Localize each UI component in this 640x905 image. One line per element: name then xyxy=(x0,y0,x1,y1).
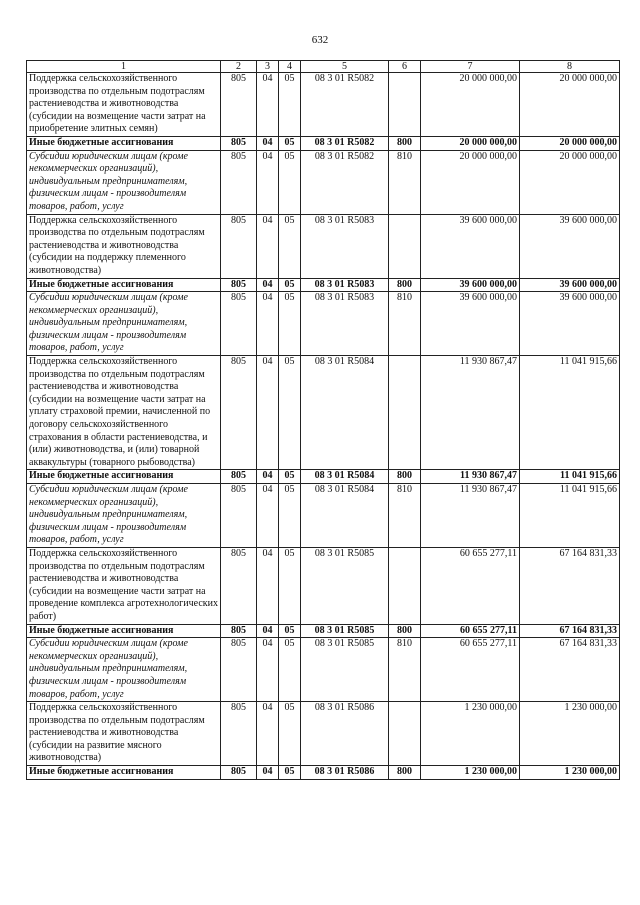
row-description: Поддержка сельскохозяйственного производства по отдельным подотраслям растениеводства и животноводства (субсидии на возмещение части затрат на уплату страховой премии, начисленной по договору сельскохозяйственного страхования в области растениеводства, и (или) животноводства, и (или) товарной аквакультуры (товарного рыбоводства) xyxy=(27,356,221,470)
cell-amount-year-1: 11 930 867,47 xyxy=(421,470,520,484)
cell-target-article: 08 3 01 R5084 xyxy=(301,356,389,470)
cell-subsection: 05 xyxy=(279,278,301,292)
column-header: 4 xyxy=(279,61,301,73)
table-row xyxy=(27,638,620,702)
cell-amount-year-2: 67 164 831,33 xyxy=(520,638,620,702)
cell-expense-type: 810 xyxy=(389,638,421,702)
cell-expense-type xyxy=(389,547,421,624)
cell-section: 04 xyxy=(257,214,279,278)
table-row xyxy=(27,766,620,780)
cell-target-article: 08 3 01 R5084 xyxy=(301,470,389,484)
row-description: Иные бюджетные ассигнования xyxy=(27,278,221,292)
cell-ministry-code: 805 xyxy=(221,624,257,638)
budget-table xyxy=(26,60,620,780)
cell-expense-type: 800 xyxy=(389,136,421,150)
row-description: Субсидии юридическим лицам (кроме некоммерческих организаций), индивидуальным предпринимателям, физическим лицам - производителям товаров, работ, услуг xyxy=(27,292,221,356)
cell-subsection: 05 xyxy=(279,638,301,702)
table-row xyxy=(27,73,620,137)
table-header-row xyxy=(27,61,620,73)
cell-amount-year-2: 39 600 000,00 xyxy=(520,278,620,292)
row-description: Иные бюджетные ассигнования xyxy=(27,766,221,780)
cell-ministry-code: 805 xyxy=(221,292,257,356)
cell-amount-year-1: 39 600 000,00 xyxy=(421,278,520,292)
page-number: 632 xyxy=(311,34,329,46)
cell-target-article: 08 3 01 R5085 xyxy=(301,624,389,638)
row-description: Иные бюджетные ассигнования xyxy=(27,136,221,150)
cell-ministry-code: 805 xyxy=(221,356,257,470)
table-row xyxy=(27,150,620,214)
cell-target-article: 08 3 01 R5083 xyxy=(301,292,389,356)
cell-subsection: 05 xyxy=(279,292,301,356)
cell-amount-year-1: 1 230 000,00 xyxy=(421,766,520,780)
cell-section: 04 xyxy=(257,73,279,137)
cell-section: 04 xyxy=(257,702,279,766)
cell-amount-year-2: 67 164 831,33 xyxy=(520,547,620,624)
column-header: 2 xyxy=(221,61,257,73)
cell-target-article: 08 3 01 R5085 xyxy=(301,638,389,702)
cell-amount-year-1: 1 230 000,00 xyxy=(421,702,520,766)
row-description: Иные бюджетные ассигнования xyxy=(27,470,221,484)
column-header: 5 xyxy=(301,61,389,73)
cell-subsection: 05 xyxy=(279,214,301,278)
cell-section: 04 xyxy=(257,136,279,150)
cell-amount-year-2: 20 000 000,00 xyxy=(520,136,620,150)
cell-section: 04 xyxy=(257,766,279,780)
table-row xyxy=(27,484,620,548)
cell-target-article: 08 3 01 R5083 xyxy=(301,214,389,278)
cell-target-article: 08 3 01 R5085 xyxy=(301,547,389,624)
cell-amount-year-1: 39 600 000,00 xyxy=(421,214,520,278)
row-description: Поддержка сельскохозяйственного производства по отдельным подотраслям растениеводства и животноводства (субсидии на возмещение части затрат на проведение комплекса агротехнологических работ) xyxy=(27,547,221,624)
cell-target-article: 08 3 01 R5086 xyxy=(301,766,389,780)
cell-target-article: 08 3 01 R5082 xyxy=(301,150,389,214)
table-row xyxy=(27,292,620,356)
cell-section: 04 xyxy=(257,470,279,484)
cell-subsection: 05 xyxy=(279,702,301,766)
table-row xyxy=(27,547,620,624)
cell-target-article: 08 3 01 R5084 xyxy=(301,484,389,548)
cell-amount-year-1: 39 600 000,00 xyxy=(421,292,520,356)
cell-ministry-code: 805 xyxy=(221,73,257,137)
cell-ministry-code: 805 xyxy=(221,702,257,766)
cell-subsection: 05 xyxy=(279,624,301,638)
row-description: Субсидии юридическим лицам (кроме некоммерческих организаций), индивидуальным предпринимателям, физическим лицам - производителям товаров, работ, услуг xyxy=(27,484,221,548)
row-description: Поддержка сельскохозяйственного производства по отдельным подотраслям растениеводства и животноводства (субсидии на развитие мясного животноводства) xyxy=(27,702,221,766)
cell-subsection: 05 xyxy=(279,766,301,780)
column-header: 3 xyxy=(257,61,279,73)
cell-target-article: 08 3 01 R5082 xyxy=(301,73,389,137)
cell-subsection: 05 xyxy=(279,73,301,137)
cell-expense-type xyxy=(389,702,421,766)
cell-section: 04 xyxy=(257,547,279,624)
cell-section: 04 xyxy=(257,484,279,548)
row-description: Поддержка сельскохозяйственного производства по отдельным подотраслям растениеводства и животноводства (субсидии на возмещение части затрат на приобретение элитных семян) xyxy=(27,73,221,137)
cell-target-article: 08 3 01 R5082 xyxy=(301,136,389,150)
cell-amount-year-1: 20 000 000,00 xyxy=(421,136,520,150)
cell-subsection: 05 xyxy=(279,470,301,484)
cell-subsection: 05 xyxy=(279,484,301,548)
table-row xyxy=(27,624,620,638)
table-body xyxy=(27,73,620,780)
cell-amount-year-2: 67 164 831,33 xyxy=(520,624,620,638)
table-row xyxy=(27,136,620,150)
cell-subsection: 05 xyxy=(279,547,301,624)
cell-expense-type: 800 xyxy=(389,278,421,292)
row-description: Иные бюджетные ассигнования xyxy=(27,624,221,638)
table-row xyxy=(27,470,620,484)
cell-section: 04 xyxy=(257,278,279,292)
cell-amount-year-2: 20 000 000,00 xyxy=(520,73,620,137)
cell-expense-type: 810 xyxy=(389,292,421,356)
cell-amount-year-2: 11 041 915,66 xyxy=(520,470,620,484)
cell-expense-type: 800 xyxy=(389,624,421,638)
cell-ministry-code: 805 xyxy=(221,150,257,214)
cell-ministry-code: 805 xyxy=(221,470,257,484)
cell-expense-type: 800 xyxy=(389,470,421,484)
cell-section: 04 xyxy=(257,624,279,638)
column-header: 8 xyxy=(520,61,620,73)
cell-expense-type xyxy=(389,214,421,278)
cell-amount-year-1: 60 655 277,11 xyxy=(421,547,520,624)
cell-amount-year-2: 11 041 915,66 xyxy=(520,356,620,470)
cell-ministry-code: 805 xyxy=(221,484,257,548)
cell-target-article: 08 3 01 R5083 xyxy=(301,278,389,292)
row-description: Субсидии юридическим лицам (кроме некоммерческих организаций), индивидуальным предпринимателям, физическим лицам - производителям товаров, работ, услуг xyxy=(27,638,221,702)
cell-expense-type xyxy=(389,356,421,470)
cell-amount-year-1: 60 655 277,11 xyxy=(421,638,520,702)
cell-amount-year-2: 39 600 000,00 xyxy=(520,292,620,356)
column-header: 6 xyxy=(389,61,421,73)
cell-expense-type: 800 xyxy=(389,766,421,780)
cell-amount-year-1: 20 000 000,00 xyxy=(421,150,520,214)
cell-amount-year-1: 11 930 867,47 xyxy=(421,356,520,470)
table-row xyxy=(27,702,620,766)
column-header: 7 xyxy=(421,61,520,73)
cell-amount-year-1: 20 000 000,00 xyxy=(421,73,520,137)
cell-amount-year-2: 20 000 000,00 xyxy=(520,150,620,214)
cell-subsection: 05 xyxy=(279,136,301,150)
cell-amount-year-2: 1 230 000,00 xyxy=(520,702,620,766)
cell-expense-type: 810 xyxy=(389,484,421,548)
table-row xyxy=(27,356,620,470)
cell-amount-year-2: 39 600 000,00 xyxy=(520,214,620,278)
cell-section: 04 xyxy=(257,356,279,470)
cell-ministry-code: 805 xyxy=(221,214,257,278)
column-header: 1 xyxy=(27,61,221,73)
row-description: Субсидии юридическим лицам (кроме некоммерческих организаций), индивидуальным предпринимателям, физическим лицам - производителям товаров, работ, услуг xyxy=(27,150,221,214)
cell-target-article: 08 3 01 R5086 xyxy=(301,702,389,766)
cell-amount-year-2: 11 041 915,66 xyxy=(520,484,620,548)
cell-subsection: 05 xyxy=(279,356,301,470)
cell-ministry-code: 805 xyxy=(221,278,257,292)
cell-section: 04 xyxy=(257,150,279,214)
cell-ministry-code: 805 xyxy=(221,547,257,624)
cell-subsection: 05 xyxy=(279,150,301,214)
cell-expense-type xyxy=(389,73,421,137)
cell-amount-year-1: 11 930 867,47 xyxy=(421,484,520,548)
row-description: Поддержка сельскохозяйственного производства по отдельным подотраслям растениеводства и животноводства (субсидии на поддержку племенного животноводства) xyxy=(27,214,221,278)
cell-amount-year-2: 1 230 000,00 xyxy=(520,766,620,780)
cell-expense-type: 810 xyxy=(389,150,421,214)
cell-section: 04 xyxy=(257,292,279,356)
table-row xyxy=(27,278,620,292)
cell-amount-year-1: 60 655 277,11 xyxy=(421,624,520,638)
table-row xyxy=(27,214,620,278)
cell-ministry-code: 805 xyxy=(221,766,257,780)
cell-section: 04 xyxy=(257,638,279,702)
cell-ministry-code: 805 xyxy=(221,638,257,702)
cell-ministry-code: 805 xyxy=(221,136,257,150)
